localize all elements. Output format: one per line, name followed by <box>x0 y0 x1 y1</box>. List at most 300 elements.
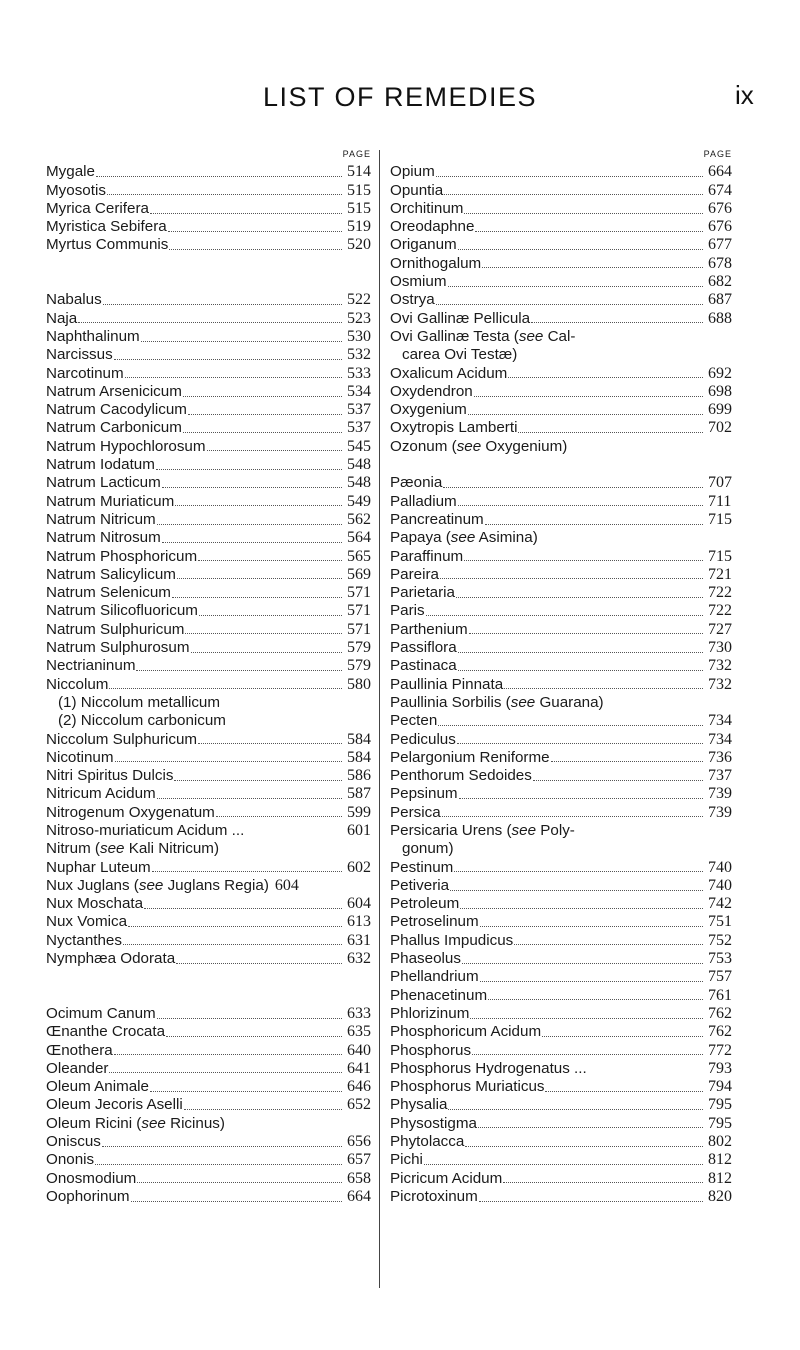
dot-leader <box>533 780 703 781</box>
remedy-name <box>46 1115 225 1132</box>
index-entry <box>390 566 734 584</box>
page-number: 601 <box>347 821 371 839</box>
remedy-name: Niccolum Sulphuricum <box>46 730 198 748</box>
dot-leader <box>480 981 703 982</box>
index-entry <box>390 950 734 968</box>
page-number: 740 <box>708 858 732 876</box>
page-column-label: PAGE <box>342 149 371 159</box>
dot-leader <box>482 267 703 268</box>
index-entry <box>390 987 734 1005</box>
remedy-name: Natrum Salicylicum <box>46 565 176 583</box>
index-entry <box>46 584 373 602</box>
index-entry <box>46 346 373 364</box>
remedy-name: Physalia <box>390 1096 448 1114</box>
index-entry <box>390 255 734 273</box>
dot-leader <box>183 396 342 397</box>
page-number: 571 <box>347 602 371 620</box>
page-number: 604 <box>274 876 299 894</box>
dot-leader <box>485 524 703 525</box>
dot-leader <box>472 1054 703 1055</box>
dot-leader <box>440 578 703 579</box>
remedy-name-text: Ovi Gallinæ Testa ( <box>390 327 519 345</box>
index-entry <box>46 328 373 346</box>
page-title: LIST OF REMEDIES <box>262 82 538 112</box>
crossref-target: Cal- <box>543 327 576 345</box>
remedy-name: Pelargonium Reniforme <box>390 748 550 766</box>
page-number: 820 <box>708 1187 732 1205</box>
dot-leader <box>436 304 703 305</box>
index-entry <box>390 676 734 694</box>
page-number: 722 <box>708 602 732 620</box>
remedy-name-text: Persicaria Urens ( <box>390 821 512 839</box>
remedy-name: Natrum Iodatum <box>46 456 155 474</box>
see-reference: see <box>450 529 476 547</box>
dot-leader <box>458 652 703 653</box>
index-entry <box>46 621 373 639</box>
index-entry-crossref <box>46 877 373 895</box>
dot-leader <box>137 1182 342 1183</box>
index-entry <box>46 365 373 383</box>
dot-leader <box>114 1054 342 1055</box>
remedy-name: Natrum Nitricum <box>46 510 156 528</box>
column-divider <box>379 150 380 1288</box>
dot-leader <box>216 816 342 817</box>
index-entry <box>390 493 734 511</box>
page-number: 602 <box>347 858 371 876</box>
dot-leader <box>531 322 703 323</box>
index-entry <box>46 657 373 675</box>
index-entry <box>46 1005 373 1023</box>
dot-leader <box>136 670 342 671</box>
remedy-name: Narcotinum <box>46 364 124 382</box>
page-number: 674 <box>708 181 732 199</box>
page-number: 631 <box>347 931 371 949</box>
dot-leader <box>458 505 703 506</box>
index-entry <box>390 913 734 931</box>
remedy-name: Opium <box>390 163 435 181</box>
remedy-name: Œnothera <box>46 1041 113 1059</box>
index-entry <box>46 529 373 547</box>
dot-leader <box>474 396 703 397</box>
index-entry-crossref <box>390 529 734 547</box>
dot-leader <box>450 890 703 891</box>
remedy-name <box>390 438 567 455</box>
dot-leader <box>464 213 703 214</box>
dot-leader <box>518 432 703 433</box>
index-entry <box>390 968 734 986</box>
index-entry <box>390 1060 734 1078</box>
index-subentry: (2) Niccolum carbonicum <box>58 712 226 730</box>
remedy-name: Phlorizinum <box>390 1004 470 1022</box>
page-number: 795 <box>708 1096 732 1114</box>
index-entry <box>390 310 734 328</box>
dot-leader <box>131 1201 342 1202</box>
page-number: 802 <box>708 1133 732 1151</box>
dot-leader <box>103 304 342 305</box>
remedy-name: Oreodaphne <box>390 218 475 236</box>
page-number: 794 <box>708 1078 732 1096</box>
index-entry <box>390 584 734 602</box>
dot-leader <box>426 615 703 616</box>
index-entry <box>46 1133 373 1151</box>
remedy-name: Myosotis <box>46 181 106 199</box>
remedy-name: Ononis <box>46 1151 95 1169</box>
page-number-roman: ix <box>735 80 754 110</box>
remedy-name: Physostigma <box>390 1114 477 1132</box>
dot-leader <box>503 1182 703 1183</box>
dot-leader <box>114 359 342 360</box>
index-entry <box>46 438 373 456</box>
remedy-name: Petroleum <box>390 895 460 913</box>
dot-leader <box>424 1164 703 1165</box>
index-entry <box>390 1096 734 1114</box>
page-number: 772 <box>708 1041 732 1059</box>
remedy-name: Phosphorus Muriaticus <box>390 1078 545 1096</box>
dot-leader <box>176 963 342 964</box>
remedy-name: Parthenium <box>390 620 468 638</box>
page-number: 537 <box>347 419 371 437</box>
dot-leader <box>198 743 342 744</box>
dot-leader <box>157 524 342 525</box>
index-entry <box>46 182 373 200</box>
remedy-name: Nitrogenum Oxygenatum <box>46 803 215 821</box>
remedy-name <box>390 694 604 711</box>
page-number: 646 <box>347 1078 371 1096</box>
page-number: 753 <box>708 950 732 968</box>
index-entry <box>46 1078 373 1096</box>
page-number: 711 <box>708 492 732 510</box>
dot-leader <box>480 926 703 927</box>
page-number: 519 <box>347 218 371 236</box>
index-entry <box>46 731 373 749</box>
remedy-name: Paullinia Pinnata <box>390 675 504 693</box>
dot-leader <box>469 633 703 634</box>
remedy-name: Ostrya <box>390 291 435 309</box>
dot-leader <box>199 615 342 616</box>
index-entry-crossref <box>390 328 734 346</box>
page-number: 793 <box>708 1059 732 1077</box>
dot-leader <box>157 1018 342 1019</box>
page-number: 514 <box>347 163 371 181</box>
index-entry-crossref <box>46 1115 373 1133</box>
remedy-name: Phaseolus <box>390 950 461 968</box>
index-entry <box>46 401 373 419</box>
dot-leader <box>508 377 703 378</box>
dot-leader <box>438 725 703 726</box>
page-number: 569 <box>347 565 371 583</box>
dot-leader <box>177 578 342 579</box>
remedy-name: Mygale <box>46 163 95 181</box>
index-subentry: gonum) <box>402 840 454 858</box>
dot-leader <box>109 1072 342 1073</box>
page-number: 571 <box>347 584 371 602</box>
index-entry <box>390 163 734 181</box>
index-entry <box>390 474 734 492</box>
page-number: 737 <box>708 767 732 785</box>
remedy-name: Palladium <box>390 492 457 510</box>
page-number: 762 <box>708 1004 732 1022</box>
remedy-name: Pastinaca <box>390 657 457 675</box>
dot-leader <box>458 670 703 671</box>
remedy-name: Pareira <box>390 565 439 583</box>
dot-leader <box>470 1018 703 1019</box>
page-number: 579 <box>347 657 371 675</box>
index-entry <box>46 1023 373 1041</box>
remedy-name: Natrum Sulphurosum <box>46 639 190 657</box>
dot-leader <box>456 597 703 598</box>
dot-leader <box>207 450 342 451</box>
dot-leader <box>460 908 703 909</box>
dot-leader <box>183 432 342 433</box>
page-number: 564 <box>347 529 371 547</box>
remedy-name-text: Paullinia Sorbilis ( <box>390 693 511 711</box>
page-number: 732 <box>708 657 732 675</box>
page-number: 676 <box>708 218 732 236</box>
remedy-name <box>390 529 538 546</box>
dot-leader <box>475 231 703 232</box>
remedy-name: Petiveria <box>390 876 450 894</box>
index-entry <box>46 1151 373 1169</box>
dot-leader <box>123 944 342 945</box>
remedy-name: Nicotinum <box>46 748 114 766</box>
remedy-name: Natrum Sulphuricum <box>46 620 185 638</box>
index-entry <box>390 1115 734 1133</box>
dot-leader <box>478 1127 703 1128</box>
index-entry <box>390 236 734 254</box>
dot-leader <box>198 560 342 561</box>
dot-leader <box>150 213 342 214</box>
page-number: 584 <box>347 730 371 748</box>
remedy-name: Natrum Arsenicicum <box>46 382 182 400</box>
index-entry <box>46 1170 373 1188</box>
page-number: 633 <box>347 1004 371 1022</box>
index-entry <box>390 1151 734 1169</box>
index-entry <box>46 749 373 767</box>
index-entry <box>46 493 373 511</box>
dot-leader <box>448 286 703 287</box>
remedy-name: Phenacetinum <box>390 986 488 1004</box>
remedy-name: Natrum Carbonicum <box>46 419 182 437</box>
page-number: 677 <box>708 236 732 254</box>
dot-leader <box>504 688 703 689</box>
index-entry <box>390 1005 734 1023</box>
index-entry <box>46 383 373 401</box>
remedy-name: Myrica Cerifera <box>46 199 149 217</box>
dot-leader <box>454 871 703 872</box>
page-column-label: PAGE <box>703 149 732 159</box>
index-entry <box>390 749 734 767</box>
page-number: 534 <box>347 382 371 400</box>
dot-leader <box>457 743 703 744</box>
dot-leader <box>156 469 342 470</box>
dot-leader <box>442 816 703 817</box>
remedy-name: Nyctanthes <box>46 931 122 949</box>
index-entry <box>46 291 373 309</box>
section-gap <box>390 456 734 474</box>
dot-leader <box>184 1109 342 1110</box>
remedy-name: Petroselinum <box>390 913 479 931</box>
remedy-name: Osmium <box>390 273 447 291</box>
page-number: 530 <box>347 327 371 345</box>
index-entry <box>390 859 734 877</box>
see-reference: see <box>138 876 164 894</box>
index-entry <box>46 511 373 529</box>
dot-leader <box>188 414 342 415</box>
dot-leader <box>465 1146 703 1147</box>
dot-leader <box>479 1201 703 1202</box>
dot-leader <box>468 414 703 415</box>
page-number: 587 <box>347 785 371 803</box>
dot-leader <box>96 176 342 177</box>
remedy-name: Natrum Nitrosum <box>46 529 161 547</box>
page-number: 548 <box>347 474 371 492</box>
dot-leader <box>436 176 703 177</box>
index-entry <box>46 932 373 950</box>
remedy-name: Oxygenium <box>390 401 467 419</box>
dot-leader <box>514 944 703 945</box>
remedy-name: Parietaria <box>390 584 455 602</box>
index-entry <box>46 456 373 474</box>
page-number: 732 <box>708 675 732 693</box>
dot-leader <box>150 1091 342 1092</box>
page-number: 658 <box>347 1169 371 1187</box>
index-entry <box>46 218 373 236</box>
section-gap <box>46 968 373 1005</box>
index-subentry: (1) Niccolum metallicum <box>58 693 221 711</box>
remedy-name: Orchitinum <box>390 199 464 217</box>
remedy-name: Origanum <box>390 236 457 254</box>
page-number: 698 <box>708 382 732 400</box>
index-entry <box>390 785 734 803</box>
crossref-target: Poly- <box>536 821 575 839</box>
page-number: 757 <box>708 968 732 986</box>
dot-leader <box>444 194 703 195</box>
page-number: 664 <box>347 1187 371 1205</box>
page-number: 515 <box>347 199 371 217</box>
dot-leader <box>78 322 342 323</box>
remedy-name: Natrum Silicofluoricum <box>46 602 198 620</box>
remedy-name: Nectrianinum <box>46 657 136 675</box>
page-number: 604 <box>347 895 371 913</box>
index-entry <box>390 767 734 785</box>
index-entry <box>46 895 373 913</box>
remedy-name: Pancreatinum <box>390 510 484 528</box>
index-entry <box>46 1188 373 1206</box>
page-number: 520 <box>347 236 371 254</box>
index-entry <box>390 1133 734 1151</box>
page-number: 656 <box>347 1133 371 1151</box>
page-number: 740 <box>708 876 732 894</box>
remedy-name: Narcissus <box>46 346 113 364</box>
remedy-name: Onosmodium <box>46 1169 137 1187</box>
remedy-name: Natrum Lacticum <box>46 474 161 492</box>
index-entry-crossref <box>46 840 373 858</box>
index-entry <box>390 639 734 657</box>
index-entry <box>390 1188 734 1206</box>
index-entry <box>46 859 373 877</box>
remedy-name: Natrum Hypochlorosum <box>46 437 206 455</box>
page-number: 752 <box>708 931 732 949</box>
index-entry <box>390 1023 734 1041</box>
remedy-name: Phallus Impudicus <box>390 931 514 949</box>
index-entry <box>390 657 734 675</box>
index-entry <box>390 1078 734 1096</box>
index-entry <box>390 1170 734 1188</box>
remedy-name: Oxytropis Lamberti <box>390 419 518 437</box>
page-number: 682 <box>708 273 732 291</box>
index-entry <box>46 548 373 566</box>
dot-leader <box>144 908 342 909</box>
dot-leader <box>488 999 703 1000</box>
index-subentry: carea Ovi Testæ) <box>402 346 518 364</box>
dot-leader <box>542 1036 703 1037</box>
page-number: 688 <box>708 309 732 327</box>
page-number: 692 <box>708 364 732 382</box>
page-number: 635 <box>347 1023 371 1041</box>
index-entry <box>390 182 734 200</box>
dot-leader <box>174 780 342 781</box>
dot-leader <box>102 1146 342 1147</box>
index-entry <box>390 932 734 950</box>
index-entry <box>46 602 373 620</box>
remedy-name: Nymphæa Odorata <box>46 950 176 968</box>
page-number: 613 <box>347 913 371 931</box>
remedy-name: Oniscus <box>46 1133 101 1151</box>
remedy-name: Œnanthe Crocata <box>46 1023 166 1041</box>
dot-leader <box>459 798 703 799</box>
remedy-name: Naphthalinum <box>46 327 140 345</box>
remedy-name: Nitri Spiritus Dulcis <box>46 767 174 785</box>
remedy-name <box>390 822 575 839</box>
index-entry <box>46 804 373 822</box>
dot-leader <box>169 249 342 250</box>
page-number: 652 <box>347 1096 371 1114</box>
dot-leader <box>185 633 342 634</box>
page-number: 533 <box>347 364 371 382</box>
remedy-name: Ornithogalum <box>390 254 482 272</box>
see-reference: see <box>510 693 536 711</box>
index-entry <box>46 767 373 785</box>
dot-leader <box>191 652 343 653</box>
page-number: 545 <box>347 437 371 455</box>
page-number: 664 <box>708 163 732 181</box>
index-entry <box>46 1096 373 1114</box>
page-number: 761 <box>708 986 732 1004</box>
remedy-name: Paris <box>390 602 425 620</box>
index-entry <box>46 913 373 931</box>
page-number: 739 <box>708 785 732 803</box>
remedy-name: Phellandrium <box>390 968 479 986</box>
dot-leader <box>157 798 342 799</box>
crossref-target: Kali Nitricum) <box>124 840 220 858</box>
page-number: 657 <box>347 1151 371 1169</box>
dot-leader <box>107 194 342 195</box>
page-number: 742 <box>708 895 732 913</box>
index-entry <box>390 621 734 639</box>
remedy-name-text: Oleum Ricini ( <box>46 1114 142 1132</box>
index-entry <box>390 602 734 620</box>
see-reference: see <box>141 1114 166 1132</box>
remedy-name: Passiflora <box>390 639 457 657</box>
remedy-name: Natrum Phosphoricum <box>46 547 198 565</box>
index-entry <box>46 310 373 328</box>
dot-leader <box>162 542 342 543</box>
remedy-name: Picrotoxinum <box>390 1187 478 1205</box>
page-number: 795 <box>708 1114 732 1132</box>
remedy-name: Natrum Muriaticum <box>46 492 175 510</box>
remedy-name: Nabalus <box>46 291 102 309</box>
index-entry <box>390 383 734 401</box>
